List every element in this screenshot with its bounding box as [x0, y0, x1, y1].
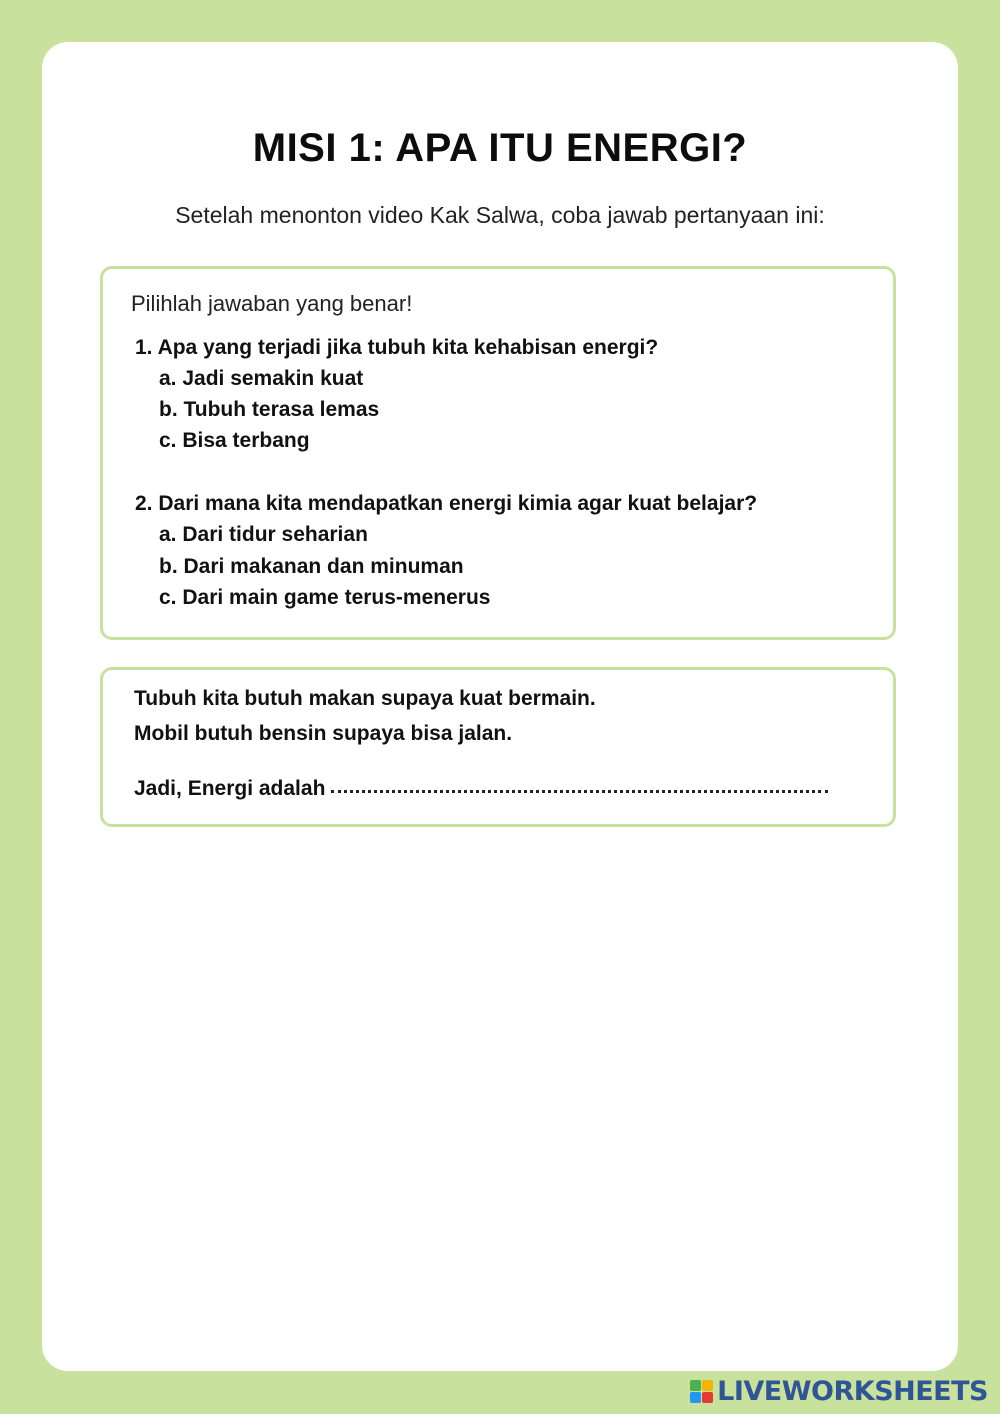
definition-line-2: Mobil butuh bensin supaya bisa jalan.	[134, 722, 513, 745]
question-1-option-c[interactable]: c. Bisa terbang	[159, 429, 310, 452]
question-2-option-c[interactable]: c. Dari main game terus-menerus	[159, 586, 491, 609]
worksheet-page	[42, 42, 958, 1371]
liveworksheets-brand	[690, 1374, 988, 1408]
definition-line-1: Tubuh kita butuh makan supaya kuat bermain.	[134, 687, 596, 710]
logo-square-l	[690, 1380, 701, 1391]
question-1: 1. Apa yang terjadi jika tubuh kita kehabisan energi?	[135, 336, 659, 359]
definition-fill-in	[134, 772, 828, 801]
logo-square-e	[702, 1392, 713, 1403]
question-1-option-a[interactable]: a. Jadi semakin kuat	[159, 367, 364, 390]
question-2-option-b[interactable]: b. Dari makanan dan minuman	[159, 555, 464, 578]
question-1-option-b[interactable]: b. Tubuh terasa lemas	[159, 398, 380, 421]
liveworksheets-logo-icon	[690, 1380, 713, 1403]
quiz-box	[100, 266, 896, 640]
definition-box	[100, 667, 896, 827]
logo-square-v	[690, 1392, 701, 1403]
question-2-option-a[interactable]: a. Dari tidur seharian	[159, 523, 368, 546]
quiz-instruction: Pilihlah jawaban yang benar!	[131, 291, 413, 316]
brand-name: LIVEWORKSHEETS	[717, 1375, 988, 1407]
definition-prompt: Jadi, Energi adalah	[134, 777, 326, 800]
question-2: 2. Dari mana kita mendapatkan energi kimia agar kuat belajar?	[135, 492, 758, 515]
logo-square-i	[702, 1380, 713, 1391]
page-title: MISI 1: APA ITU ENERGI?	[252, 126, 748, 170]
page-subtitle: Setelah menonton video Kak Salwa, coba jawab pertanyaan ini:	[175, 202, 825, 228]
answer-blank[interactable]	[331, 770, 828, 793]
